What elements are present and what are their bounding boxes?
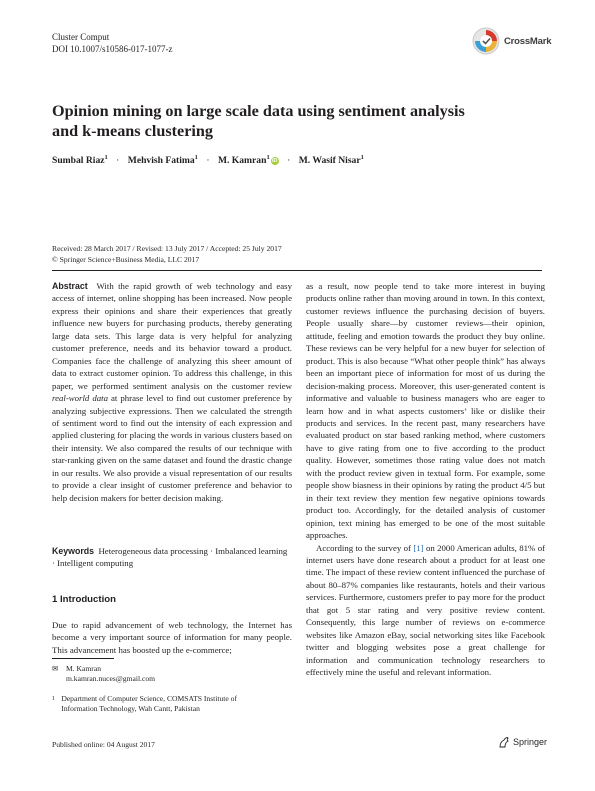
affiliation-number: 1 bbox=[52, 696, 55, 702]
author-separator: · bbox=[206, 155, 210, 167]
keywords-label: Keywords bbox=[52, 546, 95, 556]
affiliation-text: Department of Computer Science, COMSATS Institute of Information Technology, Wah Cantt, Pakistan bbox=[61, 694, 238, 714]
author-separator: · bbox=[287, 155, 291, 167]
section-heading: 1 Introduction bbox=[52, 594, 116, 605]
footnote-rule bbox=[52, 658, 114, 659]
mail-icon: ✉ bbox=[52, 664, 59, 673]
body-paragraph-2 bbox=[306, 542, 545, 679]
abstract-label: Abstract bbox=[52, 281, 88, 291]
author-affil-sup: 1 bbox=[266, 154, 270, 161]
citation-link[interactable]: [1] bbox=[413, 542, 424, 553]
corresponding-author bbox=[52, 664, 155, 684]
crossmark-label: CrossMark bbox=[504, 35, 552, 47]
keywords-text: Heterogeneous data processing · Imbalanced learning · Intelligent computing bbox=[52, 546, 288, 569]
orcid-icon[interactable]: iD bbox=[271, 158, 278, 165]
paper-title bbox=[52, 101, 522, 141]
title-line-1: Opinion mining on large scale data using sentiment analysis bbox=[52, 102, 465, 120]
corresponding-email[interactable]: m.kamran.nuces@gmail.com bbox=[66, 674, 156, 684]
author-affil-sup: 1 bbox=[194, 154, 198, 161]
article-history bbox=[52, 244, 282, 265]
history-dates: Received: 28 March 2017 / Revised: 13 July 2017 / Accepted: 25 July 2017 bbox=[52, 244, 282, 253]
p2-text-b: on 2000 American adults, 81% of internet users have done research about a product for at least one time. The impact of these review content influenced the purchase of about 80–87% companies like restaurants, hotels and their various services. Furthermore, customers prefer to pay more for the product that got 5 star rating and very positive review content. Consequently, this large number of reviews on e-commerce websites like Amazon eBay, social networking sites like Facebook twitter and blogging websites pose a great challenge for information and communication technology researchers to effectively mine the useful and relevant information. bbox=[306, 542, 546, 678]
crossmark-badge[interactable] bbox=[472, 27, 551, 55]
intro-text: Due to rapid advancement of web technology, the Internet has become a very important source of information for many people. This advancement has boosted up the e-commerce; bbox=[52, 620, 292, 655]
title-line-2: and k-means clustering bbox=[52, 122, 213, 140]
springer-logo bbox=[498, 736, 547, 748]
published-online: Published online: 04 August 2017 bbox=[52, 740, 155, 749]
journal-header bbox=[52, 31, 173, 55]
author-name[interactable]: M. Wasif Nisar bbox=[298, 155, 361, 167]
body-paragraph-1: as a result, now people tend to take more interest in buying products online rather than moving around in town. In this context, customer reviews influence the purchasing decision of buyers. People usually share—by customer reviews—their opinion, attitude, feeling and emotion towards the product they buy online. These reviews can be very helpful for a new buyer for selection of product. This is also because “What other people think” has always been an important piece of information for most of us during the decision-making process. Moreover, this user-generated content is informative and valuable to business managers who are eager to learn how and in what aspects customers’ like or dislike their products and services. In the recent past, many researchers have evaluated product on star based ranking method, where customers have to give rating from one to five according to the product quality. However, sometimes those rating value does not match with the product review given in textual form. For example, some people show biasness in their opinions by rating the product 4/5 but in their text review they mention few negative opinions towards product too. Accordingly, for the detailed analysis of customer opinion, text mining has emerged to be one of the most suitable approaches. bbox=[306, 281, 545, 541]
abstract-text-a: With the rapid growth of web technology and easy access of internet, online shopping has been increased. Now people express their opinions and share their experiences that greatly influence new buyers for purchasing products, thereby generating large data sets. This large data is very helpful for analyzing customer preference, needs and its behavior toward a product. Companies face the challenge of analyzing this sheer amount of data to extract customer opinion. To address this challenge, in this paper, we performed sentiment analysis on the customer review bbox=[52, 281, 292, 391]
abstract-italic: real-world data bbox=[52, 393, 108, 404]
p2-text-a: According to the survey of bbox=[316, 542, 411, 553]
author-name[interactable]: Mehvish Fatima bbox=[127, 155, 195, 167]
author-affil-sup: 1 bbox=[360, 154, 364, 161]
keywords bbox=[52, 545, 292, 570]
author-affil-sup: 1 bbox=[104, 154, 108, 161]
springer-label: Springer bbox=[513, 737, 548, 747]
author-name[interactable]: M. Kamran bbox=[217, 155, 267, 167]
author-list bbox=[52, 154, 364, 166]
corresponding-name: M. Kamran bbox=[66, 664, 102, 673]
springer-horse-icon bbox=[498, 736, 510, 748]
body-right-column bbox=[306, 280, 545, 679]
author-name[interactable]: Sumbal Riaz bbox=[52, 155, 105, 167]
abstract-text-b: at phrase level to find out customer preference by analyzing subjective expressions. Then we calculated the strength of sentiment word to find out the intensity of each expression and applied clustering for placing the words in various clusters based on their intensity. We also compared the results of our technique with star-ranking given on the same dataset and found the drastic change in our results. We also provide a visual representation of our results to provide a clear insight of customer preference and behavior to help decision makers for better decision making. bbox=[52, 393, 292, 503]
divider bbox=[52, 270, 542, 271]
intro-paragraph bbox=[52, 619, 292, 656]
journal-name: Cluster Comput bbox=[52, 32, 110, 42]
author-separator: · bbox=[116, 155, 120, 167]
copyright: © Springer Science+Business Media, LLC 2017 bbox=[52, 254, 200, 264]
abstract bbox=[52, 280, 292, 504]
affiliation bbox=[52, 694, 272, 714]
crossmark-icon bbox=[472, 27, 500, 55]
doi[interactable]: DOI 10.1007/s10586-017-1077-z bbox=[52, 44, 173, 54]
